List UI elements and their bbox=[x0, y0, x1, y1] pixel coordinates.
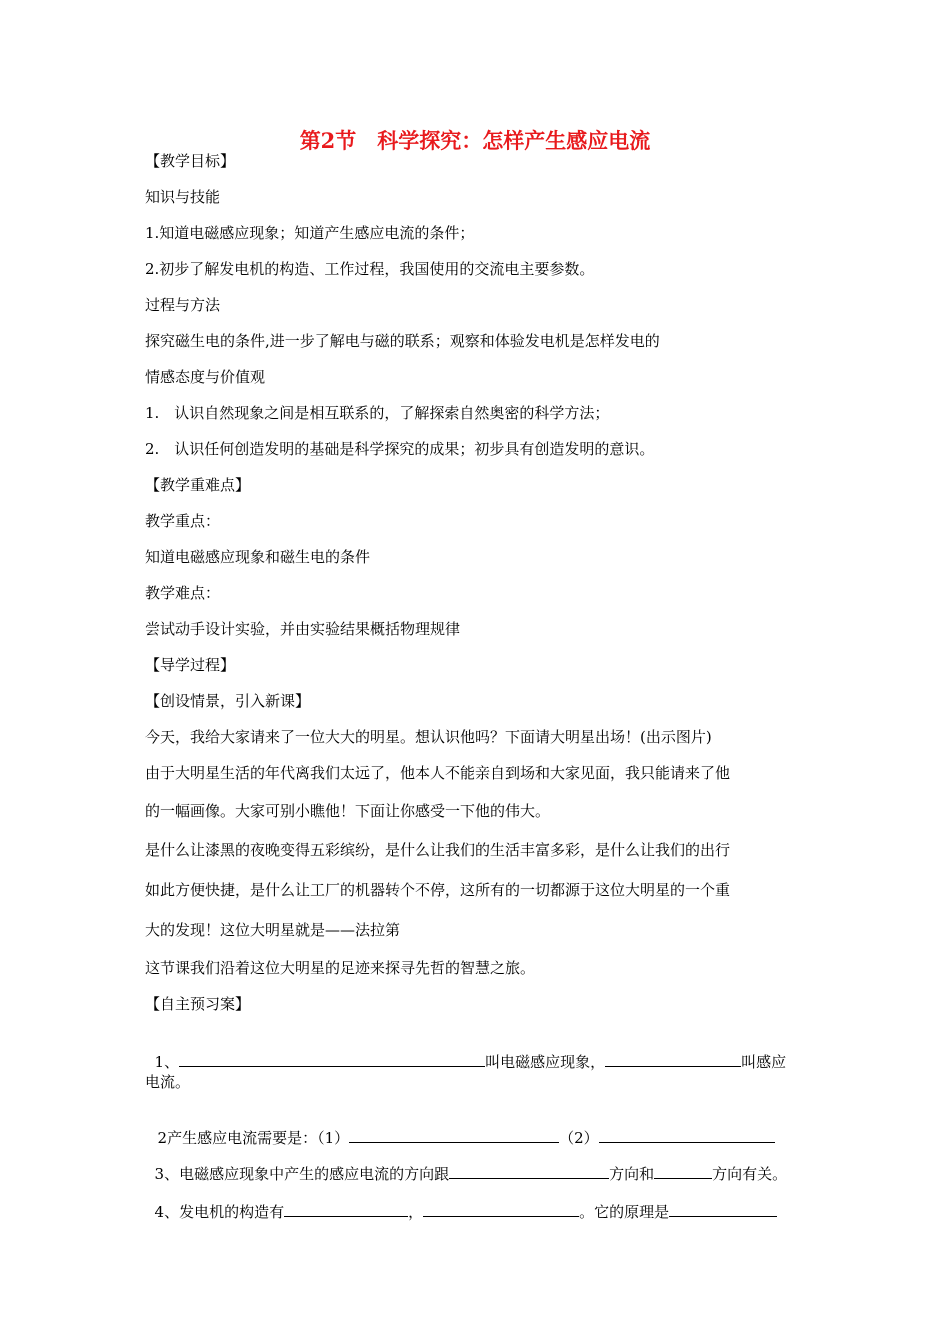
page-title: 第2节 科学探究：怎样产生感应电流 bbox=[299, 128, 651, 153]
key-point-text: 知道电磁感应现象和磁生电的条件 bbox=[145, 548, 371, 566]
question-3-mid: 方向和 bbox=[609, 1165, 655, 1183]
answer-blank[interactable] bbox=[179, 1051, 485, 1067]
question-4-mid-1: ， bbox=[408, 1203, 424, 1221]
question-4-mid-2: 。它的原理是 bbox=[579, 1203, 670, 1221]
answer-blank[interactable] bbox=[449, 1163, 609, 1179]
intro-paragraph-3b: 如此方便快捷，是什么让工厂的机器转个不停，这所有的一切都源于这位大明星的一个重 bbox=[145, 881, 731, 899]
answer-blank[interactable] bbox=[423, 1201, 579, 1217]
difficulty-text: 尝试动手设计实验，并由实验结果概括物理规律 bbox=[145, 620, 461, 638]
question-2-prefix: 2产生感应电流需要是：（1） bbox=[157, 1129, 350, 1147]
question-1-continuation: 电流。 bbox=[145, 1073, 191, 1091]
intro-heading: 【创设情景，引入新课】 bbox=[145, 692, 311, 710]
intro-paragraph-3c: 大的发现！这位大明星就是——法拉第 bbox=[145, 921, 401, 939]
question-3 bbox=[145, 1143, 787, 1184]
difficulty-label: 教学难点： bbox=[145, 584, 221, 602]
guide-heading: 【导学过程】 bbox=[145, 656, 236, 674]
intro-paragraph-4: 这节课我们沿着这位大明星的足迹来探寻先哲的智慧之旅。 bbox=[145, 959, 536, 977]
question-2 bbox=[148, 1107, 775, 1148]
emotion-item-2: 2. 认识任何创造发明的基础是科学探究的成果；初步具有创造发明的意识。 bbox=[145, 440, 655, 458]
answer-blank[interactable] bbox=[349, 1127, 559, 1143]
question-3-prefix: 3、电磁感应现象中产生的感应电流的方向跟 bbox=[154, 1165, 450, 1183]
answer-blank[interactable] bbox=[599, 1127, 775, 1143]
question-4 bbox=[145, 1181, 777, 1222]
preview-heading: 【自主预习案】 bbox=[145, 995, 251, 1013]
answer-blank[interactable] bbox=[654, 1163, 712, 1179]
intro-paragraph-2a: 由于大明星生活的年代离我们太远了，他本人不能亲自到场和大家见面，我只能请来了他 bbox=[145, 764, 731, 782]
process-item-1: 探究磁生电的条件,进一步了解电与磁的联系；观察和体验发电机是怎样发电的 bbox=[145, 332, 660, 350]
question-1-suffix: 叫感应 bbox=[741, 1053, 787, 1071]
question-1-mid: 叫电磁感应现象， bbox=[485, 1053, 606, 1071]
emotion-heading: 情感态度与价值观 bbox=[145, 368, 266, 386]
intro-paragraph-1: 今天，我给大家请来了一位大大的明星。想认识他吗？下面请大明星出场！(出示图片) bbox=[145, 728, 712, 746]
knowledge-heading: 知识与技能 bbox=[145, 188, 221, 206]
question-1 bbox=[145, 1031, 786, 1072]
intro-paragraph-2b: 的一幅画像。大家可别小瞧他！下面让你感受一下他的伟大。 bbox=[145, 802, 551, 820]
emotion-item-1: 1. 认识自然现象之间是相互联系的，了解探索自然奥密的科学方法； bbox=[145, 404, 610, 422]
objectives-heading: 【教学目标】 bbox=[145, 152, 236, 170]
answer-blank[interactable] bbox=[284, 1201, 408, 1217]
question-1-prefix: 1、 bbox=[154, 1053, 180, 1071]
question-4-prefix: 4、发电机的构造有 bbox=[154, 1203, 285, 1221]
process-heading: 过程与方法 bbox=[145, 296, 221, 314]
answer-blank[interactable] bbox=[605, 1051, 741, 1067]
question-2-mid: （2） bbox=[559, 1129, 599, 1147]
knowledge-item-2: 2.初步了解发电机的构造、工作过程，我国使用的交流电主要参数。 bbox=[145, 260, 595, 278]
answer-blank[interactable] bbox=[669, 1201, 777, 1217]
knowledge-item-1: 1.知道电磁感应现象；知道产生感应电流的条件； bbox=[145, 224, 475, 242]
key-points-heading: 【教学重难点】 bbox=[145, 476, 251, 494]
key-point-label: 教学重点： bbox=[145, 512, 221, 530]
intro-paragraph-3a: 是什么让漆黑的夜晚变得五彩缤纷，是什么让我们的生活丰富多彩，是什么让我们的出行 bbox=[145, 841, 731, 859]
question-3-suffix: 方向有关。 bbox=[712, 1165, 788, 1183]
